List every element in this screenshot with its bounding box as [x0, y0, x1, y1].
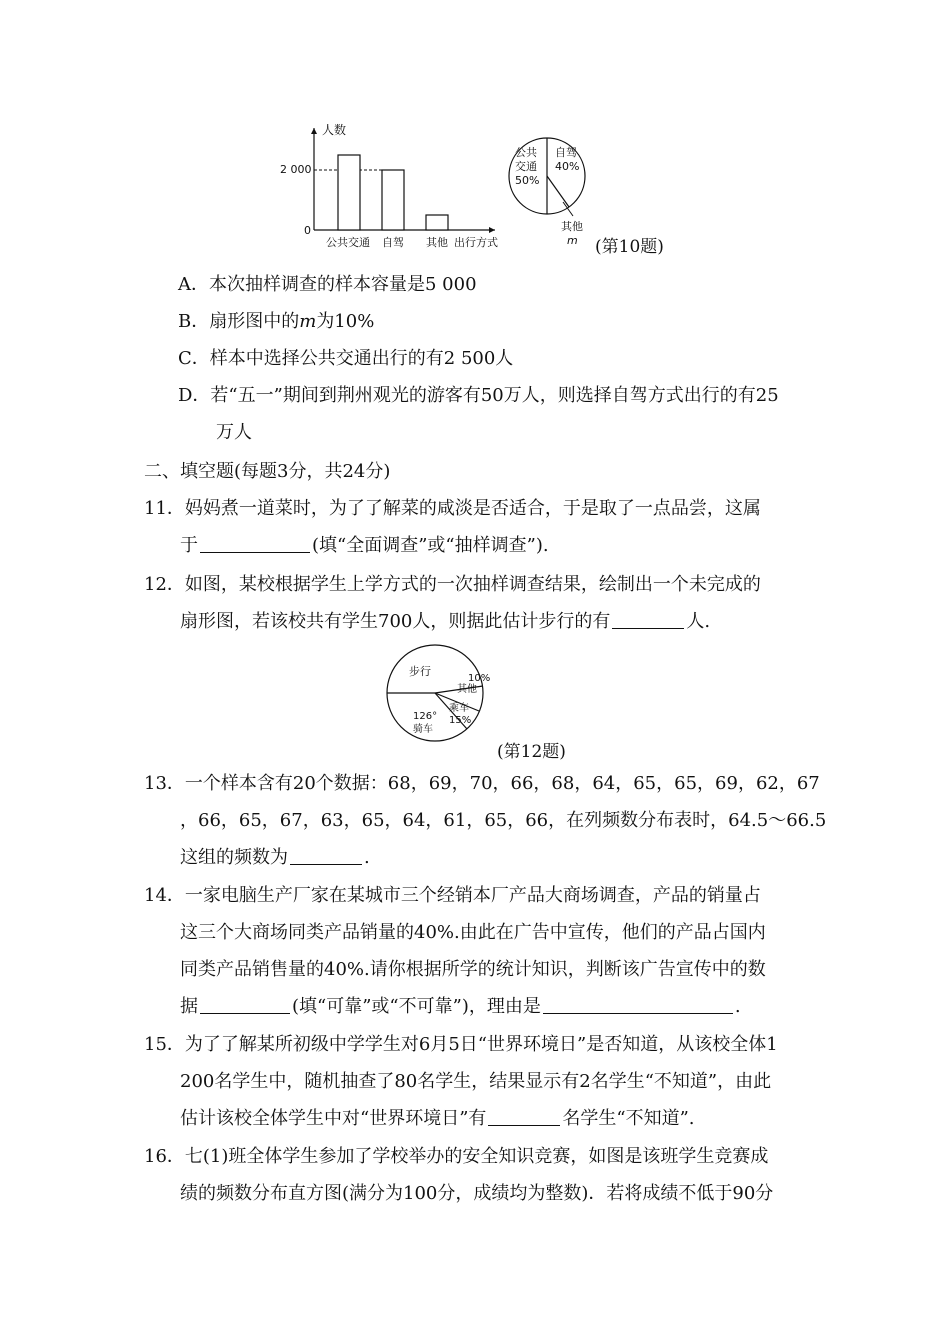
q10-option-a: A．本次抽样调查的样本容量是5 000	[178, 274, 477, 295]
q14-line4-pre: 据	[180, 996, 198, 1017]
q11-answer-blank[interactable]	[200, 534, 310, 553]
q10-option-d-line1: D．若“五一”期间到荆州观光的游客有50万人，则选择自驾方式出行的有25	[178, 385, 779, 406]
pie12-bus-pct: 15%	[449, 715, 472, 726]
fig10-caption: (第10题)	[595, 237, 664, 257]
q15-answer-blank[interactable]	[488, 1107, 560, 1126]
q12-line2	[180, 610, 710, 634]
section-heading: 二、填空题(每题3分，共24分)	[144, 461, 391, 482]
bar-public	[338, 155, 360, 230]
q13-line3-pre: 这组的频数为	[180, 847, 288, 868]
q14-line4	[180, 995, 741, 1019]
q13-line3	[180, 846, 370, 870]
fig10-pie-chart	[505, 118, 600, 253]
pie12-other-pct: 10%	[468, 673, 491, 684]
q10-option-d-line2: 万人	[216, 422, 252, 443]
fig12-pie-chart	[375, 643, 495, 743]
bar-x-label-other: 其他	[426, 236, 448, 249]
q10-option-b-pre: B．扇形图中的	[178, 311, 300, 332]
q11-line2-post: (填“全面调查”或“抽样调查”).	[312, 535, 549, 556]
fig10-bar-chart	[270, 118, 510, 253]
pie10-self-pct: 40%	[555, 160, 580, 173]
pie12-bike-angle: 126°	[413, 711, 438, 722]
q15-line3	[180, 1107, 695, 1131]
q14-answer-blank-1[interactable]	[200, 995, 290, 1014]
pie10-public-pct: 50%	[515, 174, 540, 187]
q14-line4-post: .	[734, 996, 741, 1017]
bar-self	[382, 170, 404, 230]
bar-y-title: 人数	[322, 123, 347, 137]
q11-line2	[180, 534, 549, 558]
bar-other	[426, 215, 448, 230]
q14-line4-mid: (填“可靠”或“不可靠”)，理由是	[292, 996, 541, 1017]
q12-line2-post: 人.	[686, 611, 711, 632]
q14-line3: 同类产品销售量的40%.请你根据所学的统计知识，判断该广告宣传中的数	[180, 959, 766, 980]
bar-x-label-public: 公共交通	[326, 236, 370, 249]
pie10-leader	[563, 202, 573, 216]
q13-line3-post: .	[364, 847, 370, 868]
q11-line1: 11．妈妈煮一道菜时，为了了解菜的咸淡是否适合，于是取了一点品尝，这属	[144, 498, 761, 519]
q15-line2: 200名学生中，随机抽查了80名学生，结果显示有2名学生“不知道”，由此	[180, 1071, 772, 1092]
fig12-caption: (第12题)	[497, 742, 566, 762]
bar-y-axis-arrow	[311, 128, 317, 134]
pie10-public-label2: 交通	[515, 160, 537, 173]
bar-x-title: 出行方式	[454, 236, 498, 249]
q12-answer-blank[interactable]	[612, 610, 684, 629]
q12-line2-pre: 扇形图，若该校共有学生700人，则据此估计步行的有	[180, 611, 611, 632]
pie12-other-label: 其他	[457, 684, 477, 695]
pie12-walk-label: 步行	[409, 665, 431, 678]
pie12-bus-label: 乘车	[449, 703, 469, 714]
q15-line3-post: 名学生“不知道”.	[562, 1108, 695, 1129]
bar-y-tick-0: 0	[304, 224, 311, 237]
q15-line3-pre: 估计该校全体学生中对“世界环境日”有	[180, 1108, 487, 1129]
q10-option-c: C．样本中选择公共交通出行的有2 500人	[178, 348, 514, 369]
bar-x-axis-arrow	[489, 227, 495, 233]
q15-line1: 15．为了了解某所初级中学学生对6月5日“世界环境日”是否知道，从该校全体1	[144, 1034, 778, 1055]
q16-line2: 绩的频数分布直方图(满分为100分，成绩均为整数)．若将成绩不低于90分	[180, 1183, 774, 1204]
q12-line1: 12．如图，某校根据学生上学方式的一次抽样调查结果，绘制出一个未完成的	[144, 574, 761, 595]
q10-option-b-var: m	[299, 311, 317, 332]
bar-y-tick-2000: 2 000	[280, 163, 312, 176]
pie12-bike-label: 骑车	[413, 724, 433, 735]
q13-line1: 13．一个样本含有20个数据：68，69，70，66，68，64，65，65，69，62，67	[144, 773, 820, 794]
q14-line1: 14．一家电脑生产厂家在某城市三个经销本厂产品大商场调查，产品的销量占	[144, 885, 761, 906]
pie10-other-pct: m	[567, 234, 578, 247]
pie10-divider-other	[547, 176, 569, 207]
q14-line2: 这三个大商场同类产品销量的40%.由此在广告中宣传，他们的产品占国内	[180, 922, 766, 943]
q11-line2-pre: 于	[180, 535, 198, 556]
pie10-other-label: 其他	[561, 220, 583, 233]
q10-option-b-post: 为10%	[316, 311, 375, 332]
q16-line1: 16．七(1)班全体学生参加了学校举办的安全知识竞赛，如图是该班学生竞赛成	[144, 1146, 769, 1167]
bar-x-label-self: 自驾	[382, 236, 404, 249]
q13-answer-blank[interactable]	[290, 846, 362, 865]
pie10-public-label: 公共	[515, 146, 537, 159]
q13-line2: ，66，65，67，63，65，64，61，65，66，在列频数分布表时，64.5～66.5	[180, 810, 827, 831]
q14-answer-blank-2[interactable]	[543, 995, 733, 1014]
pie10-self-label: 自驾	[555, 146, 577, 159]
q10-option-b	[178, 310, 374, 334]
